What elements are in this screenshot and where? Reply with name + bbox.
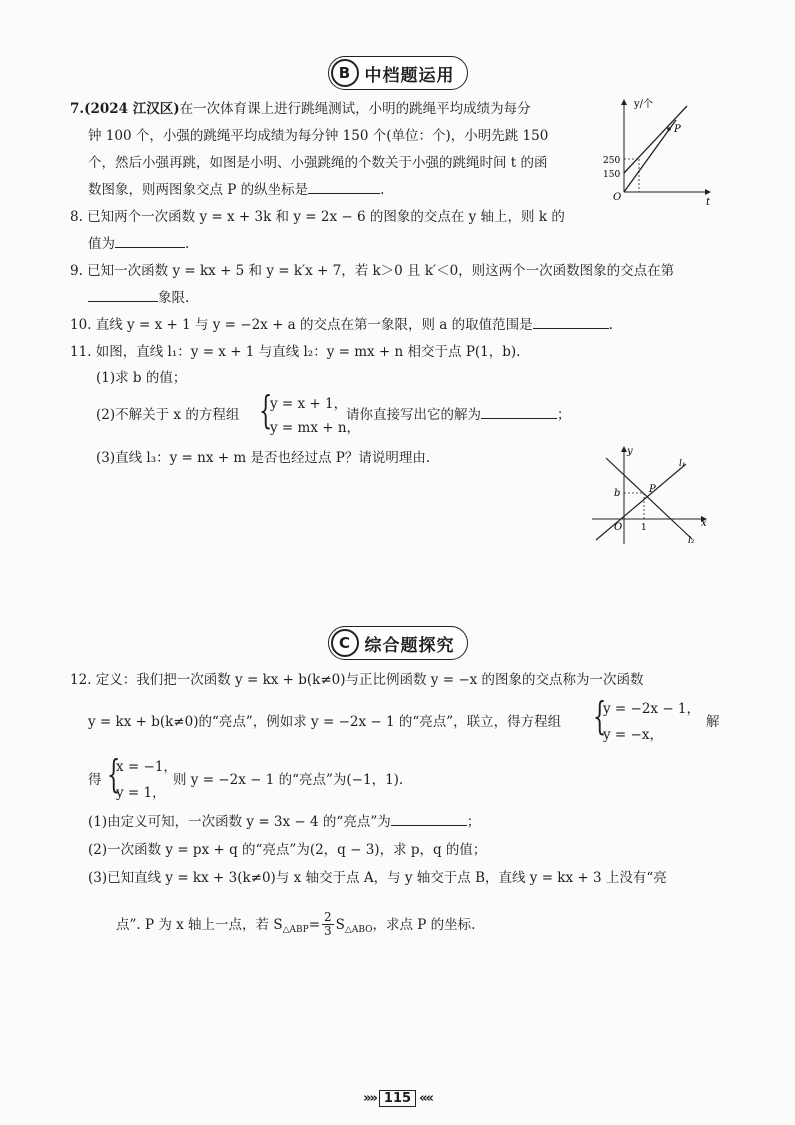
q10-text: 10. 直线 y = x + 1 与 y = −2x + a 的交点在第一象限，则 a 的取值范围是 bbox=[70, 317, 533, 333]
q12-line2: y = kx + b(k≠0)的“亮点”，例如求 y = −2x − 1 的“亮点”，联立，得方程组 bbox=[88, 714, 562, 730]
q7-period: . bbox=[380, 182, 385, 198]
q12-fraction-numerator: 2 bbox=[324, 910, 332, 924]
q9-answer-blank[interactable] bbox=[88, 289, 158, 302]
q7-tick-150: 150 bbox=[603, 170, 621, 180]
q12-solution-brace: { bbox=[107, 752, 121, 796]
q8-line2 bbox=[88, 235, 189, 253]
section-b-title: 中档题运用 bbox=[364, 65, 455, 86]
q8-answer-blank[interactable] bbox=[115, 235, 185, 248]
q12-semicolon: ； bbox=[466, 814, 481, 830]
q12-p3-text3: ，求点 P 的坐标. bbox=[372, 916, 476, 933]
section-c-title: 综合题探究 bbox=[364, 635, 455, 656]
q11-part2-tail bbox=[346, 406, 571, 424]
q11-eq1: y = x + 1， bbox=[270, 396, 348, 412]
q7-text4: 数图象，则两图象交点 P 的纵坐标是 bbox=[88, 182, 309, 198]
q12-part1-text: (1)由定义可知，一次函数 y = 3x − 4 的“亮点”为 bbox=[88, 814, 391, 830]
q12-p3-text1: 点”. P 为 x 轴上一点，若 S bbox=[116, 916, 283, 933]
q9-line2 bbox=[88, 289, 189, 307]
q12-sol-eq1: x = −1， bbox=[116, 759, 177, 775]
section-c-letter: C bbox=[331, 629, 359, 657]
q8-text2: 值为 bbox=[88, 236, 115, 252]
q7-p-label: P bbox=[674, 124, 681, 135]
q12-p3-sub1: △ABP bbox=[282, 924, 309, 935]
q7-line4 bbox=[88, 181, 384, 199]
q12-part3-line2 bbox=[116, 911, 475, 938]
right-arrows-icon: «« bbox=[419, 1091, 432, 1106]
q12-line3-end: 则 y = −2x − 1 的“亮点”为(−1，1). bbox=[173, 772, 404, 788]
q7-x-label: t bbox=[706, 197, 711, 208]
q7-graph bbox=[598, 92, 718, 212]
q11-semicolon: ； bbox=[557, 407, 571, 423]
q11-answer-blank[interactable] bbox=[481, 406, 557, 419]
section-b-letter: B bbox=[331, 59, 359, 87]
q7-line3: 个，然后小强再跳，如图是小明、小强跳绳的个数关于小强的跳绳时间 t 的函 bbox=[88, 155, 548, 171]
q11-line1: 11. 如图，直线 l₁：y = x + 1 与直线 l₂：y = mx + n 相交于点 P(1，b). bbox=[70, 344, 521, 360]
q10-period: . bbox=[608, 317, 613, 333]
q7-number: 7. bbox=[70, 101, 85, 117]
q12-line2-end: 解 bbox=[706, 714, 720, 730]
q11-x-label: x bbox=[701, 518, 707, 529]
q12-p3-s: S bbox=[335, 916, 345, 933]
q7-point-p bbox=[667, 127, 671, 131]
q11-part1: (1)求 b 的值； bbox=[96, 370, 187, 386]
page-footer bbox=[0, 1090, 795, 1107]
left-arrows-icon: »» bbox=[363, 1091, 376, 1106]
q12-fraction-denominator: 3 bbox=[324, 924, 332, 938]
q11-y-label: y bbox=[627, 446, 633, 457]
q12-p3-eq: = bbox=[308, 916, 321, 933]
q12-sys-eq2: y = −x， bbox=[603, 727, 663, 743]
q11-system-brace: { bbox=[259, 388, 273, 432]
q11-l2-label: l₂ bbox=[688, 536, 695, 546]
q11-one-label: 1 bbox=[641, 523, 647, 533]
q7-origin-label: O bbox=[613, 192, 622, 203]
q11-l1-label: l₁ bbox=[679, 459, 686, 469]
section-c-badge bbox=[328, 626, 468, 660]
q11-graph bbox=[588, 442, 713, 547]
section-b-header bbox=[0, 56, 795, 90]
q7-line-xiaoming bbox=[624, 106, 687, 173]
q7-line2: 钟 100 个，小强的跳绳平均成绩为每分钟 150 个(单位：个)，小明先跳 150 bbox=[88, 128, 549, 144]
q12-sys-eq1: y = −2x − 1， bbox=[603, 701, 701, 717]
q12-system-brace: { bbox=[593, 694, 607, 738]
q10-line1 bbox=[70, 316, 613, 334]
q7-y-label: y/个 bbox=[634, 99, 654, 110]
q7-line1 bbox=[70, 100, 531, 118]
q7-answer-blank[interactable] bbox=[308, 181, 380, 194]
q12-part2: (2)一次函数 y = px + q 的“亮点”为(2，q − 3)，求 p，q 的值； bbox=[88, 842, 487, 858]
q12-line1: 12. 定义：我们把一次函数 y = kx + b(k≠0)与正比例函数 y = −x 的图象的交点称为一次函数 bbox=[70, 672, 644, 688]
q8-period: . bbox=[185, 236, 190, 252]
q12-answer-blank[interactable] bbox=[391, 813, 467, 826]
q11-b-label: b bbox=[614, 488, 621, 499]
q7-text1: 在一次体育课上进行跳绳测试，小明的跳绳平均成绩为每分 bbox=[179, 101, 531, 117]
q12-p3-sub2: △ABO bbox=[344, 924, 373, 935]
q11-p-label: P bbox=[649, 484, 656, 495]
q7-source: (2024 江汉区) bbox=[84, 101, 180, 117]
q11-eq2: y = mx + n， bbox=[270, 420, 361, 436]
q11-part2-label: (2)不解关于 x 的方程组 bbox=[96, 407, 240, 423]
q11-origin-label: O bbox=[614, 522, 623, 533]
q12-line3-start: 得 bbox=[88, 772, 102, 788]
page-number: 115 bbox=[379, 1090, 416, 1107]
q10-answer-blank[interactable] bbox=[533, 316, 609, 329]
q12-fraction bbox=[322, 911, 334, 938]
q9-text2: 象限. bbox=[158, 290, 190, 306]
section-b-badge bbox=[328, 56, 468, 90]
q8-line1: 8. 已知两个一次函数 y = x + 3k 和 y = 2x − 6 的图象的交点在 y 轴上，则 k 的 bbox=[70, 209, 565, 225]
q7-line-xiaoqiang bbox=[624, 120, 676, 192]
q12-part1 bbox=[88, 813, 480, 831]
q11-part3: (3)直线 l₃：y = nx + m 是否也经过点 P？请说明理由. bbox=[96, 450, 431, 466]
q12-part3-line1: (3)已知直线 y = kx + 3(k≠0)与 x 轴交于点 A，与 y 轴交于点 B，直线 y = kx + 3 上没有“亮 bbox=[88, 870, 667, 886]
section-c-header bbox=[0, 626, 795, 660]
q11-part2-text: 请你直接写出它的解为 bbox=[346, 407, 481, 423]
q12-sol-eq2: y = 1， bbox=[116, 785, 166, 801]
q7-tick-250: 250 bbox=[603, 156, 621, 166]
q9-line1: 9. 已知一次函数 y = kx + 5 和 y = k′x + 7，若 k＞0 且 k′＜0，则这两个一次函数图象的交点在第 bbox=[70, 263, 675, 279]
